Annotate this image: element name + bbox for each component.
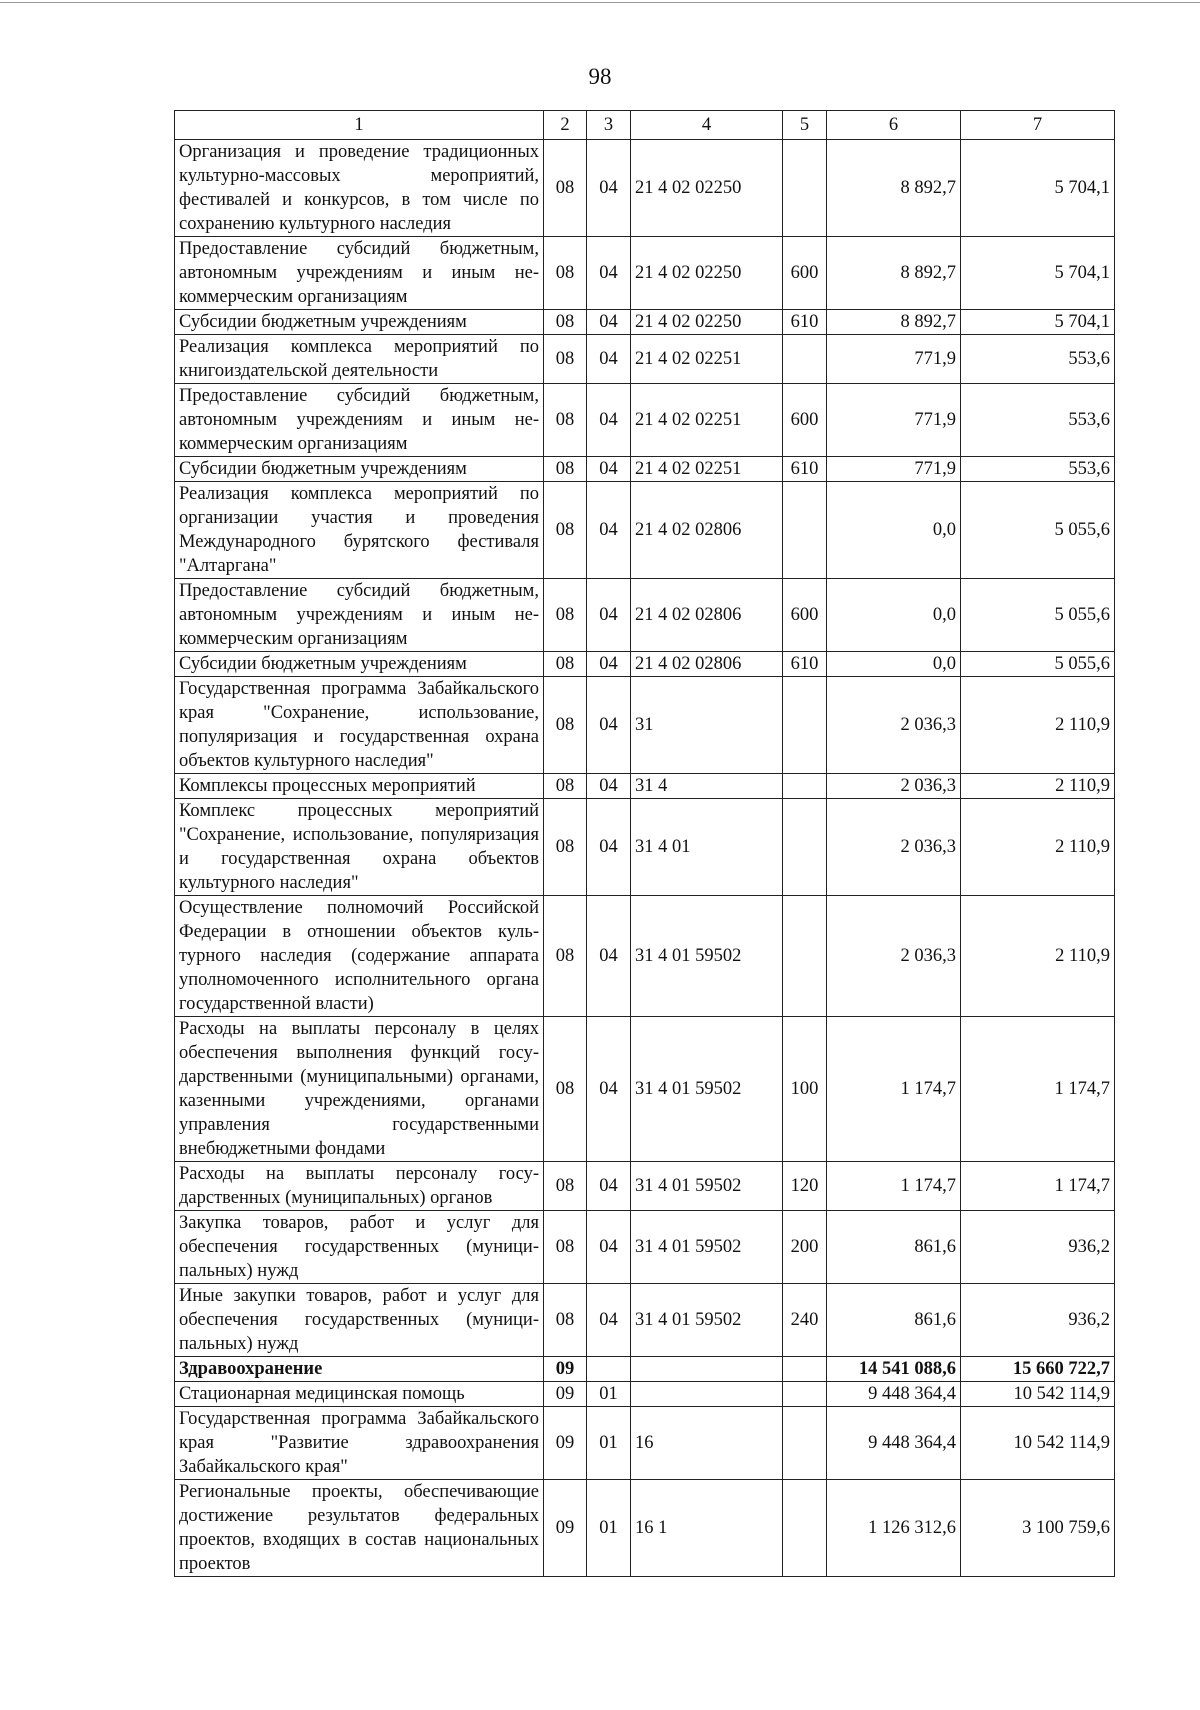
- table-row: [175, 896, 1115, 1017]
- amount-year-2: 2 110,9: [961, 799, 1115, 896]
- subsection-code: 04: [587, 1162, 631, 1211]
- row-name: Расходы на выплаты персоналу в целях обеспечения выполнения функций государственными (муниципальными) органами, казенными учреждениями, органами управления государственными внебюджетными фондами: [175, 1017, 544, 1162]
- amount-year-1: 8 892,7: [827, 310, 961, 335]
- table-row: [175, 1284, 1115, 1357]
- subsection-code: 04: [587, 799, 631, 896]
- amount-year-2: 5 704,1: [961, 140, 1115, 237]
- expense-type-code: [783, 774, 827, 799]
- amount-year-2: 553,6: [961, 457, 1115, 482]
- section-code: 08: [544, 579, 587, 652]
- page-number: 98: [588, 64, 612, 89]
- section-code: 09: [544, 1407, 587, 1480]
- section-code: 08: [544, 457, 587, 482]
- amount-year-2: 2 110,9: [961, 677, 1115, 774]
- table-row: [175, 1211, 1115, 1284]
- expense-type-code: 610: [783, 652, 827, 677]
- section-code: 08: [544, 384, 587, 457]
- amount-year-2: 936,2: [961, 1211, 1115, 1284]
- row-name: Региональные проекты, обеспечивающие достижение результатов федеральных проектов, входящих в состав национальных проектов: [175, 1480, 544, 1577]
- section-code: 08: [544, 799, 587, 896]
- subsection-code: [587, 1357, 631, 1382]
- amount-year-1: 9 448 364,4: [827, 1382, 961, 1407]
- table-row: [175, 579, 1115, 652]
- amount-year-2: 553,6: [961, 384, 1115, 457]
- section-code: 08: [544, 482, 587, 579]
- section-code: 08: [544, 1284, 587, 1357]
- target-article-code: 21 4 02 02806: [631, 579, 783, 652]
- row-name: Субсидии бюджетным учреждениям: [175, 310, 544, 335]
- expense-type-code: 600: [783, 237, 827, 310]
- table-row: [175, 774, 1115, 799]
- target-article-code: 21 4 02 02250: [631, 310, 783, 335]
- subsection-code: 04: [587, 579, 631, 652]
- subsection-code: 04: [587, 482, 631, 579]
- table-body: [175, 140, 1115, 1577]
- table-row: [175, 799, 1115, 896]
- row-name: Субсидии бюджетным учреждениям: [175, 457, 544, 482]
- amount-year-1: 0,0: [827, 482, 961, 579]
- section-code: 08: [544, 896, 587, 1017]
- expense-type-code: 100: [783, 1017, 827, 1162]
- target-article-code: 16 1: [631, 1480, 783, 1577]
- row-name: Реализация комплекса мероприятий по книгоиздательской деятельности: [175, 335, 544, 384]
- subsection-code: 04: [587, 237, 631, 310]
- amount-year-1: 2 036,3: [827, 774, 961, 799]
- table-row: [175, 1382, 1115, 1407]
- amount-year-2: 553,6: [961, 335, 1115, 384]
- expense-type-code: [783, 799, 827, 896]
- target-article-code: 31 4 01 59502: [631, 1284, 783, 1357]
- table-row: [175, 1480, 1115, 1577]
- amount-year-1: 2 036,3: [827, 677, 961, 774]
- amount-year-2: 936,2: [961, 1284, 1115, 1357]
- target-article-code: 21 4 02 02251: [631, 335, 783, 384]
- budget-table: [174, 110, 1115, 1577]
- row-name: Предоставление субсидий бюджетным, автономным учреждениям и иным некоммерческим организациям: [175, 237, 544, 310]
- column-header: 7: [961, 111, 1115, 140]
- column-header: 3: [587, 111, 631, 140]
- section-code: 08: [544, 140, 587, 237]
- header-row: [175, 111, 1115, 140]
- amount-year-1: 861,6: [827, 1284, 961, 1357]
- expense-type-code: [783, 677, 827, 774]
- section-code: 09: [544, 1382, 587, 1407]
- section-code: 08: [544, 677, 587, 774]
- amount-year-1: 0,0: [827, 652, 961, 677]
- table-row: [175, 310, 1115, 335]
- amount-year-2: 3 100 759,6: [961, 1480, 1115, 1577]
- table-row: [175, 677, 1115, 774]
- expense-type-code: [783, 1357, 827, 1382]
- amount-year-2: 1 174,7: [961, 1017, 1115, 1162]
- row-name: Комплексы процессных мероприятий: [175, 774, 544, 799]
- table-row: [175, 237, 1115, 310]
- target-article-code: 31 4 01 59502: [631, 1211, 783, 1284]
- section-code: 08: [544, 237, 587, 310]
- expense-type-code: 600: [783, 579, 827, 652]
- expense-type-code: 120: [783, 1162, 827, 1211]
- amount-year-1: 1 126 312,6: [827, 1480, 961, 1577]
- subsection-code: 04: [587, 1211, 631, 1284]
- amount-year-2: 10 542 114,9: [961, 1407, 1115, 1480]
- table-row: [175, 1017, 1115, 1162]
- row-name: Осуществление полномочий Российской Федерации в отношении объектов культурного наследия (содержание аппарата уполномоченного исполнительного органа государственной власти): [175, 896, 544, 1017]
- subsection-code: 01: [587, 1480, 631, 1577]
- target-article-code: 21 4 02 02251: [631, 457, 783, 482]
- target-article-code: 31 4 01 59502: [631, 896, 783, 1017]
- table-row: [175, 140, 1115, 237]
- section-code: 08: [544, 652, 587, 677]
- target-article-code: 31 4 01 59502: [631, 1017, 783, 1162]
- row-name: Предоставление субсидий бюджетным, автономным учреждениям и иным некоммерческим организациям: [175, 579, 544, 652]
- expense-type-code: 610: [783, 310, 827, 335]
- column-header: 2: [544, 111, 587, 140]
- section-code: 09: [544, 1357, 587, 1382]
- table-row: [175, 335, 1115, 384]
- subsection-code: 04: [587, 1284, 631, 1357]
- column-header: 1: [175, 111, 544, 140]
- amount-year-1: 771,9: [827, 384, 961, 457]
- amount-year-1: 861,6: [827, 1211, 961, 1284]
- row-name: Комплекс процессных мероприятий "Сохранение, использование, популяризация и государственная охрана объектов культурного наследия": [175, 799, 544, 896]
- table-row: [175, 384, 1115, 457]
- section-code: 08: [544, 1017, 587, 1162]
- target-article-code: [631, 1357, 783, 1382]
- section-code: 08: [544, 1162, 587, 1211]
- amount-year-2: 15 660 722,7: [961, 1357, 1115, 1382]
- amount-year-1: 771,9: [827, 335, 961, 384]
- amount-year-2: 2 110,9: [961, 774, 1115, 799]
- amount-year-1: 8 892,7: [827, 140, 961, 237]
- expense-type-code: 610: [783, 457, 827, 482]
- subsection-code: 04: [587, 310, 631, 335]
- expense-type-code: [783, 1407, 827, 1480]
- table-row: [175, 1357, 1115, 1382]
- subsection-code: 04: [587, 652, 631, 677]
- amount-year-2: 2 110,9: [961, 896, 1115, 1017]
- amount-year-2: 5 704,1: [961, 310, 1115, 335]
- row-name: Реализация комплекса мероприятий по организации участия и проведения Международного бурятского фестиваля "Алтаргана": [175, 482, 544, 579]
- target-article-code: 21 4 02 02251: [631, 384, 783, 457]
- amount-year-1: 771,9: [827, 457, 961, 482]
- amount-year-1: 14 541 088,6: [827, 1357, 961, 1382]
- subsection-code: 04: [587, 140, 631, 237]
- section-code: 08: [544, 1211, 587, 1284]
- amount-year-2: 5 055,6: [961, 579, 1115, 652]
- amount-year-1: 1 174,7: [827, 1162, 961, 1211]
- amount-year-1: 2 036,3: [827, 799, 961, 896]
- target-article-code: 21 4 02 02806: [631, 652, 783, 677]
- subsection-code: 04: [587, 1017, 631, 1162]
- section-code: 08: [544, 310, 587, 335]
- target-article-code: [631, 1382, 783, 1407]
- table-row: [175, 482, 1115, 579]
- target-article-code: 21 4 02 02806: [631, 482, 783, 579]
- target-article-code: 31 4: [631, 774, 783, 799]
- amount-year-2: 5 055,6: [961, 652, 1115, 677]
- subsection-code: 04: [587, 384, 631, 457]
- amount-year-2: 5 055,6: [961, 482, 1115, 579]
- expense-type-code: [783, 896, 827, 1017]
- table-row: [175, 652, 1115, 677]
- row-name: Иные закупки товаров, работ и услуг для обеспечения государственных (муниципальных) нужд: [175, 1284, 544, 1357]
- row-name: Расходы на выплаты персоналу государственных (муниципальных) органов: [175, 1162, 544, 1211]
- row-name: Предоставление субсидий бюджетным, автономным учреждениям и иным некоммерческим организациям: [175, 384, 544, 457]
- expense-type-code: [783, 1382, 827, 1407]
- column-header: 4: [631, 111, 783, 140]
- target-article-code: 31: [631, 677, 783, 774]
- subsection-code: 04: [587, 457, 631, 482]
- section-code: 09: [544, 1480, 587, 1577]
- row-name: Государственная программа Забайкальского края "Развитие здравоохранения Забайкальского края": [175, 1407, 544, 1480]
- subsection-code: 01: [587, 1407, 631, 1480]
- expense-type-code: [783, 482, 827, 579]
- expense-type-code: [783, 335, 827, 384]
- amount-year-2: 1 174,7: [961, 1162, 1115, 1211]
- subsection-code: 01: [587, 1382, 631, 1407]
- column-header: 5: [783, 111, 827, 140]
- amount-year-2: 10 542 114,9: [961, 1382, 1115, 1407]
- amount-year-2: 5 704,1: [961, 237, 1115, 310]
- target-article-code: 21 4 02 02250: [631, 140, 783, 237]
- subsection-code: 04: [587, 335, 631, 384]
- table-row: [175, 1162, 1115, 1211]
- table-row: [175, 1407, 1115, 1480]
- target-article-code: 21 4 02 02250: [631, 237, 783, 310]
- target-article-code: 31 4 01: [631, 799, 783, 896]
- page-edge: [0, 2, 1200, 3]
- row-name: Государственная программа Забайкальского края "Сохранение, использование, популяризация и государственная охрана объектов культурного наследия": [175, 677, 544, 774]
- amount-year-1: 2 036,3: [827, 896, 961, 1017]
- column-header: 6: [827, 111, 961, 140]
- expense-type-code: [783, 1480, 827, 1577]
- row-name: Организация и проведение традиционных культурно-массовых мероприятий, фестивалей и конкурсов, в том числе по сохранению культурного наследия: [175, 140, 544, 237]
- target-article-code: 31 4 01 59502: [631, 1162, 783, 1211]
- section-code: 08: [544, 335, 587, 384]
- expense-type-code: 600: [783, 384, 827, 457]
- row-name: Закупка товаров, работ и услуг для обеспечения государственных (муниципальных) нужд: [175, 1211, 544, 1284]
- subsection-code: 04: [587, 677, 631, 774]
- target-article-code: 16: [631, 1407, 783, 1480]
- subsection-code: 04: [587, 774, 631, 799]
- expense-type-code: [783, 140, 827, 237]
- table-row: [175, 457, 1115, 482]
- amount-year-1: 1 174,7: [827, 1017, 961, 1162]
- expense-type-code: 200: [783, 1211, 827, 1284]
- section-code: 08: [544, 774, 587, 799]
- subsection-code: 04: [587, 896, 631, 1017]
- row-name: Субсидии бюджетным учреждениям: [175, 652, 544, 677]
- row-name: Стационарная медицинская помощь: [175, 1382, 544, 1407]
- expense-type-code: 240: [783, 1284, 827, 1357]
- amount-year-1: 9 448 364,4: [827, 1407, 961, 1480]
- amount-year-1: 0,0: [827, 579, 961, 652]
- amount-year-1: 8 892,7: [827, 237, 961, 310]
- row-name: Здравоохранение: [175, 1357, 544, 1382]
